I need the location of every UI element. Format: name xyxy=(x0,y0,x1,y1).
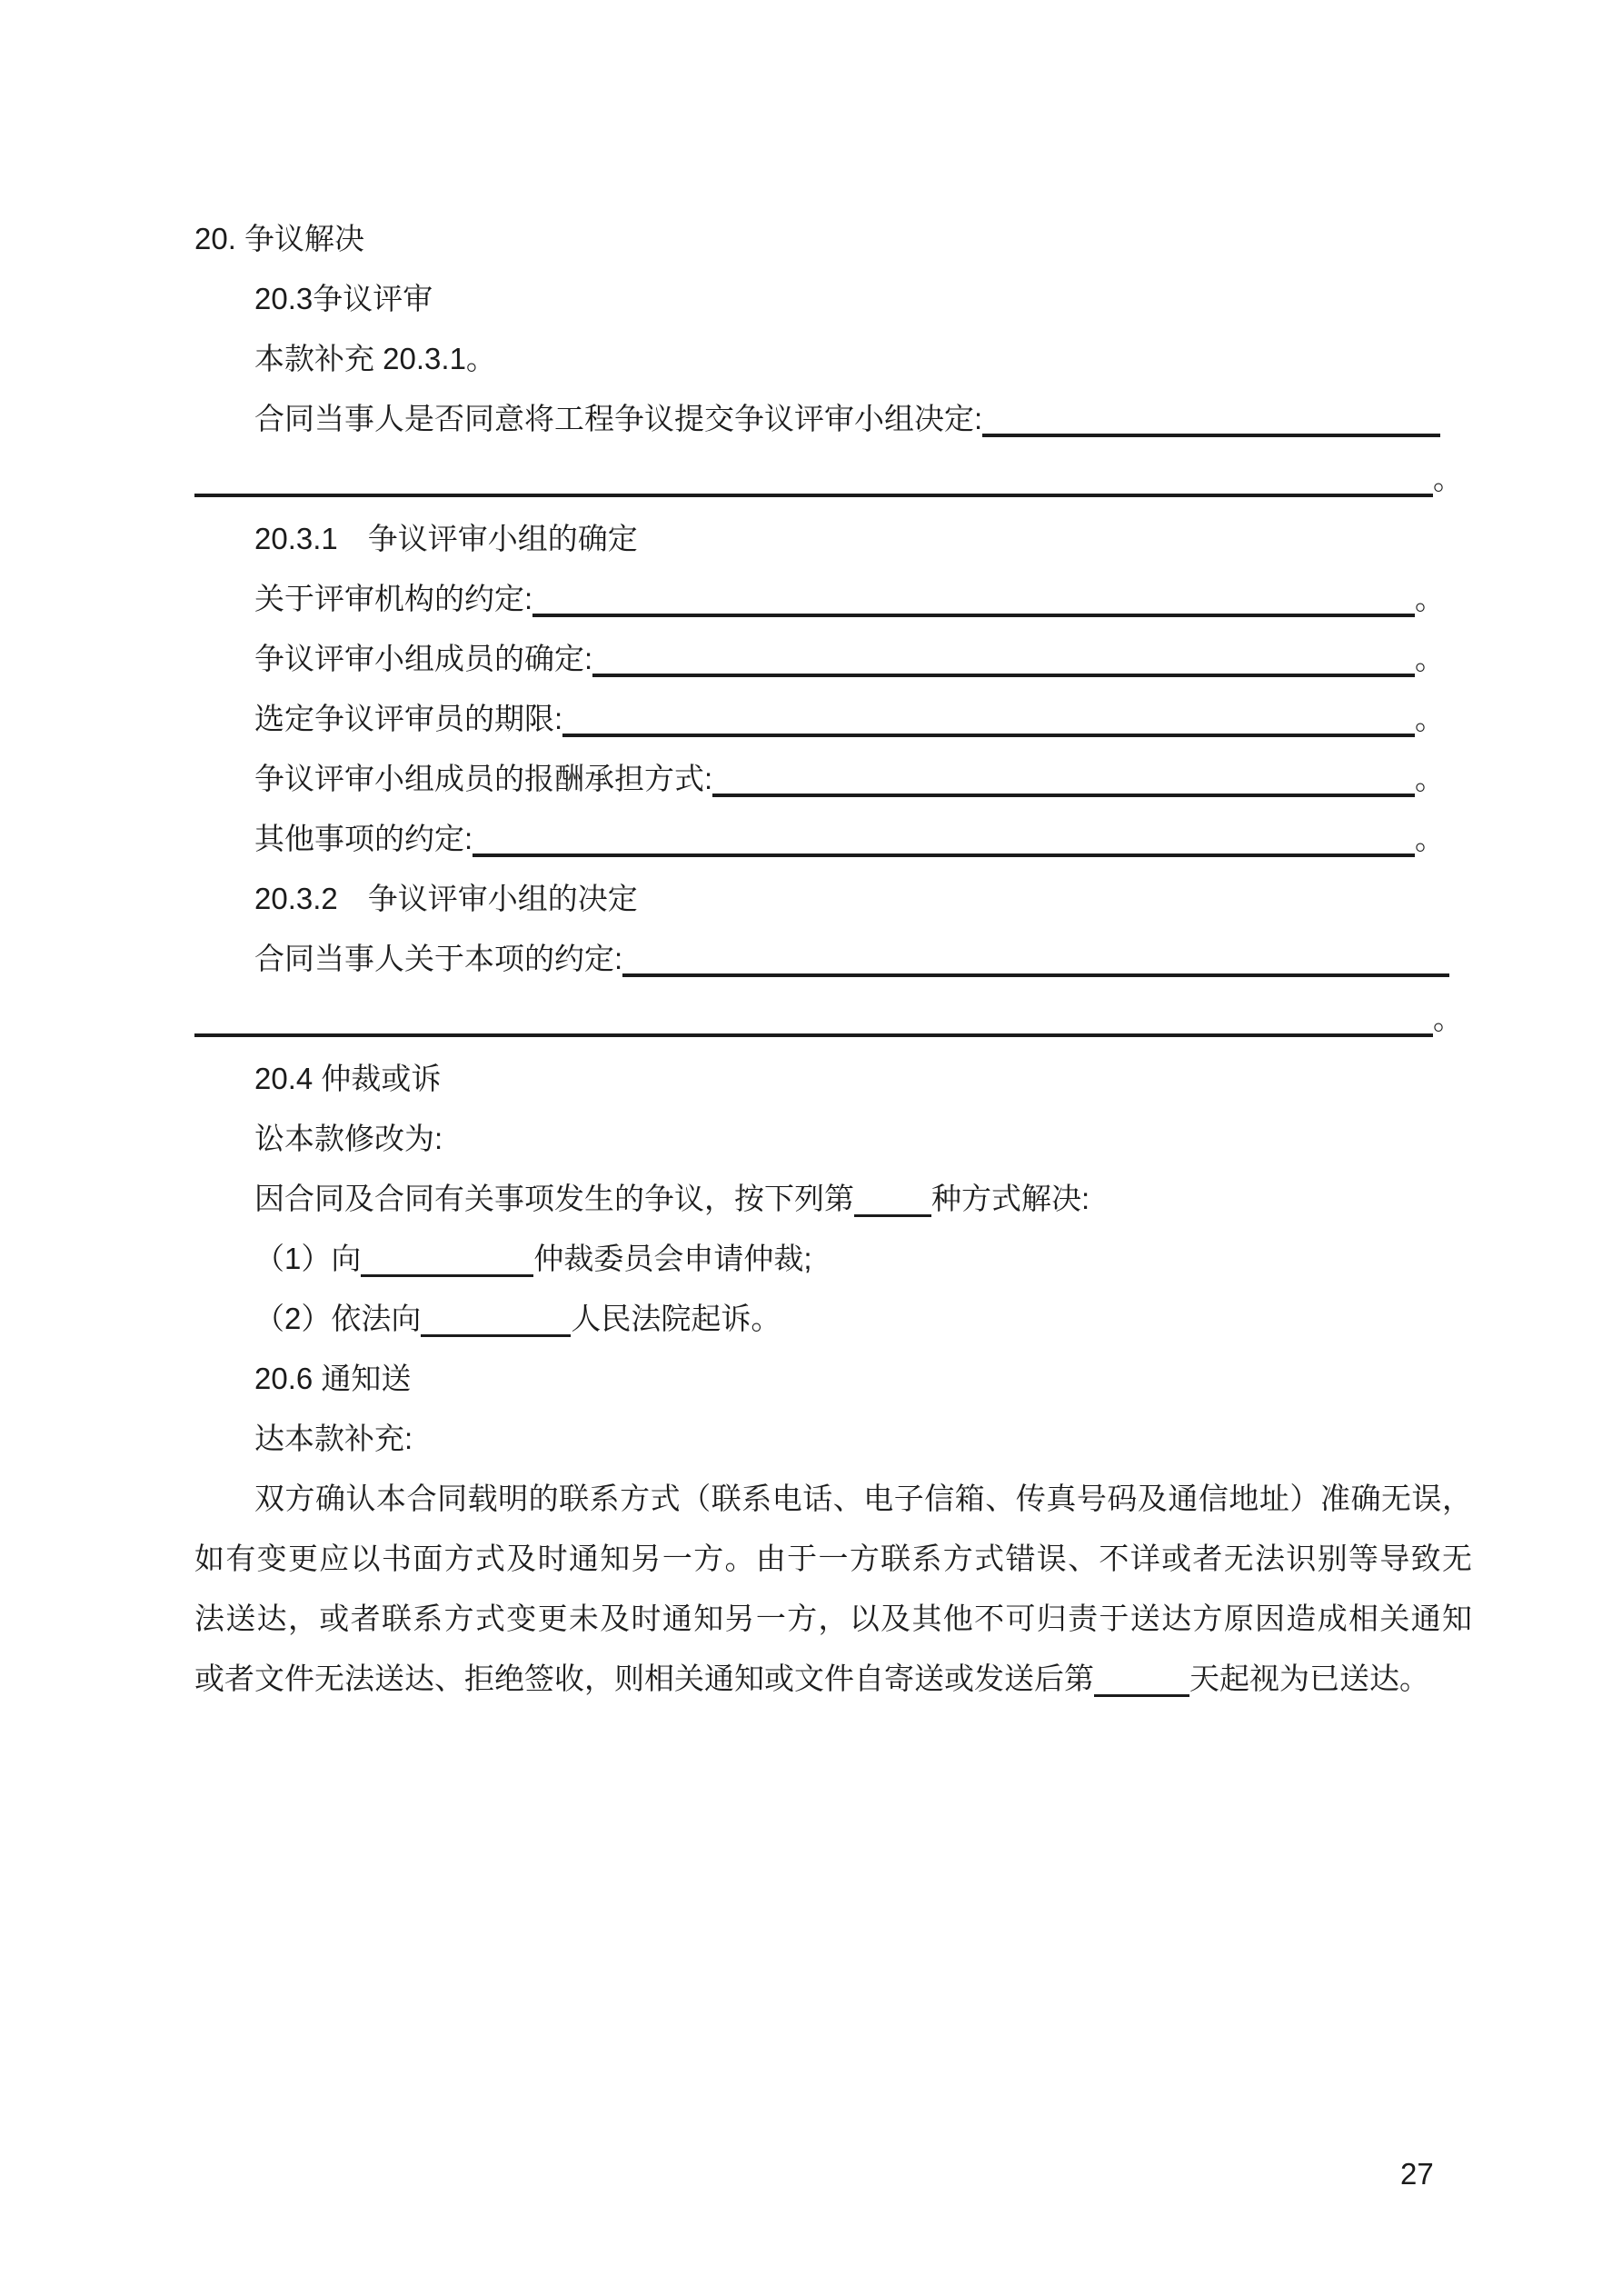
blank-underline xyxy=(532,569,1415,617)
question-submit-review-text: 合同当事人是否同意将工程争议提交争议评审小组决定: xyxy=(254,402,983,435)
blank-underline xyxy=(194,989,1433,1037)
notice-paragraph-line-4 xyxy=(194,1649,1472,1709)
blank-underline xyxy=(194,449,1433,497)
clause-20-4-title xyxy=(194,1049,1472,1109)
period-mark: 。 xyxy=(1415,702,1445,735)
clause-supplement-line xyxy=(194,329,1472,389)
clause-20-3-title xyxy=(194,269,1472,329)
agreement-agency-line xyxy=(194,569,1472,629)
period-mark: 。 xyxy=(1415,762,1445,795)
notice-paragraph-line-1: 双方确认本合同载明的联系方式（联系电话、电子信箱、传真号码及通信地址）准确无误， xyxy=(254,1482,1472,1515)
agreement-pay-text: 争议评审小组成员的报酬承担方式: xyxy=(254,762,713,795)
clause-20-4-text: 20.4 仲裁或诉 xyxy=(254,1062,442,1095)
option-1-text-after: 仲裁委员会申请仲裁; xyxy=(533,1242,812,1275)
blank-underline xyxy=(854,1169,931,1217)
clause-20-6-title xyxy=(194,1349,1472,1409)
clause-20-3-2-title xyxy=(194,869,1472,929)
section-heading-20 xyxy=(194,209,1472,269)
agreement-this-item-line xyxy=(194,929,1472,989)
page-number: 27 xyxy=(1400,2157,1434,2191)
period-mark: 。 xyxy=(1415,582,1445,615)
continuation-underline-line xyxy=(194,449,1472,509)
period-mark: 。 xyxy=(1415,642,1445,675)
clause-20-6-text: 20.6 通知送 xyxy=(254,1362,412,1395)
option-1-arbitration-line xyxy=(194,1229,1472,1289)
blank-underline xyxy=(421,1289,571,1337)
notice-line-4-text-before: 或者文件无法送达、拒绝签收，则相关通知或文件自寄送或发送后第 xyxy=(194,1662,1094,1695)
agreement-other-line xyxy=(194,809,1472,869)
section-heading-text: 20. 争议解决 xyxy=(194,222,365,255)
continuation-underline-line xyxy=(194,989,1472,1049)
option-2-text-before: （2）依法向 xyxy=(254,1302,422,1335)
clause-supplement-text: 本款补充 20.3.1。 xyxy=(254,342,496,375)
blank-underline xyxy=(1094,1649,1189,1697)
dispute-method-text-after: 种方式解决: xyxy=(931,1182,1090,1215)
notice-paragraph-line-2: 如有变更应以书面方式及时通知另一方。由于一方联系方式错误、不详或者无法识别等导致无 xyxy=(194,1542,1472,1575)
blank-underline xyxy=(712,749,1415,797)
blank-underline xyxy=(622,929,1449,977)
blank-underline xyxy=(592,629,1415,677)
clause-20-3-1-title xyxy=(194,509,1472,569)
dispute-method-line xyxy=(194,1169,1472,1229)
question-submit-review-line xyxy=(194,389,1472,449)
blank-underline xyxy=(361,1229,533,1277)
dispute-method-text-before: 因合同及合同有关事项发生的争议，按下列第 xyxy=(254,1182,854,1215)
blank-underline xyxy=(473,809,1415,857)
clause-20-3-2-text: 20.3.2 争议评审小组的决定 xyxy=(254,882,638,915)
agreement-pay-line xyxy=(194,749,1472,809)
agreement-agency-text: 关于评审机构的约定: xyxy=(254,582,533,615)
option-2-text-after: 人民法院起诉。 xyxy=(571,1302,781,1335)
agreement-members-line xyxy=(194,629,1472,689)
clause-20-3-1-text: 20.3.1 争议评审小组的确定 xyxy=(254,522,638,555)
agreement-other-text: 其他事项的约定: xyxy=(254,822,473,855)
clause-20-6-continuation xyxy=(194,1409,1472,1469)
blank-underline xyxy=(982,389,1440,437)
notice-line-4-text-after: 天起视为已送达。 xyxy=(1189,1662,1429,1695)
agreement-deadline-text: 选定争议评审员的期限: xyxy=(254,702,563,735)
clause-20-4-continuation xyxy=(194,1109,1472,1169)
period-mark: 。 xyxy=(1433,1002,1463,1035)
period-mark: 。 xyxy=(1433,462,1463,495)
option-1-text-before: （1）向 xyxy=(254,1242,362,1275)
contract-clause-content xyxy=(194,209,1472,1709)
clause-20-6-continuation-text: 达本款补充: xyxy=(254,1422,413,1455)
notice-paragraph-line-3: 法送达，或者联系方式变更未及时通知另一方，以及其他不可归责于送达方原因造成相关通知 xyxy=(194,1602,1472,1635)
blank-underline xyxy=(562,689,1415,737)
period-mark: 。 xyxy=(1415,822,1445,855)
clause-20-3-text: 20.3争议评审 xyxy=(254,282,433,315)
option-2-court-line xyxy=(194,1289,1472,1349)
agreement-deadline-line xyxy=(194,689,1472,749)
agreement-members-text: 争议评审小组成员的确定: xyxy=(254,642,593,675)
agreement-this-item-text: 合同当事人关于本项的约定: xyxy=(254,942,623,975)
clause-20-4-continuation-text: 讼本款修改为: xyxy=(254,1122,443,1155)
